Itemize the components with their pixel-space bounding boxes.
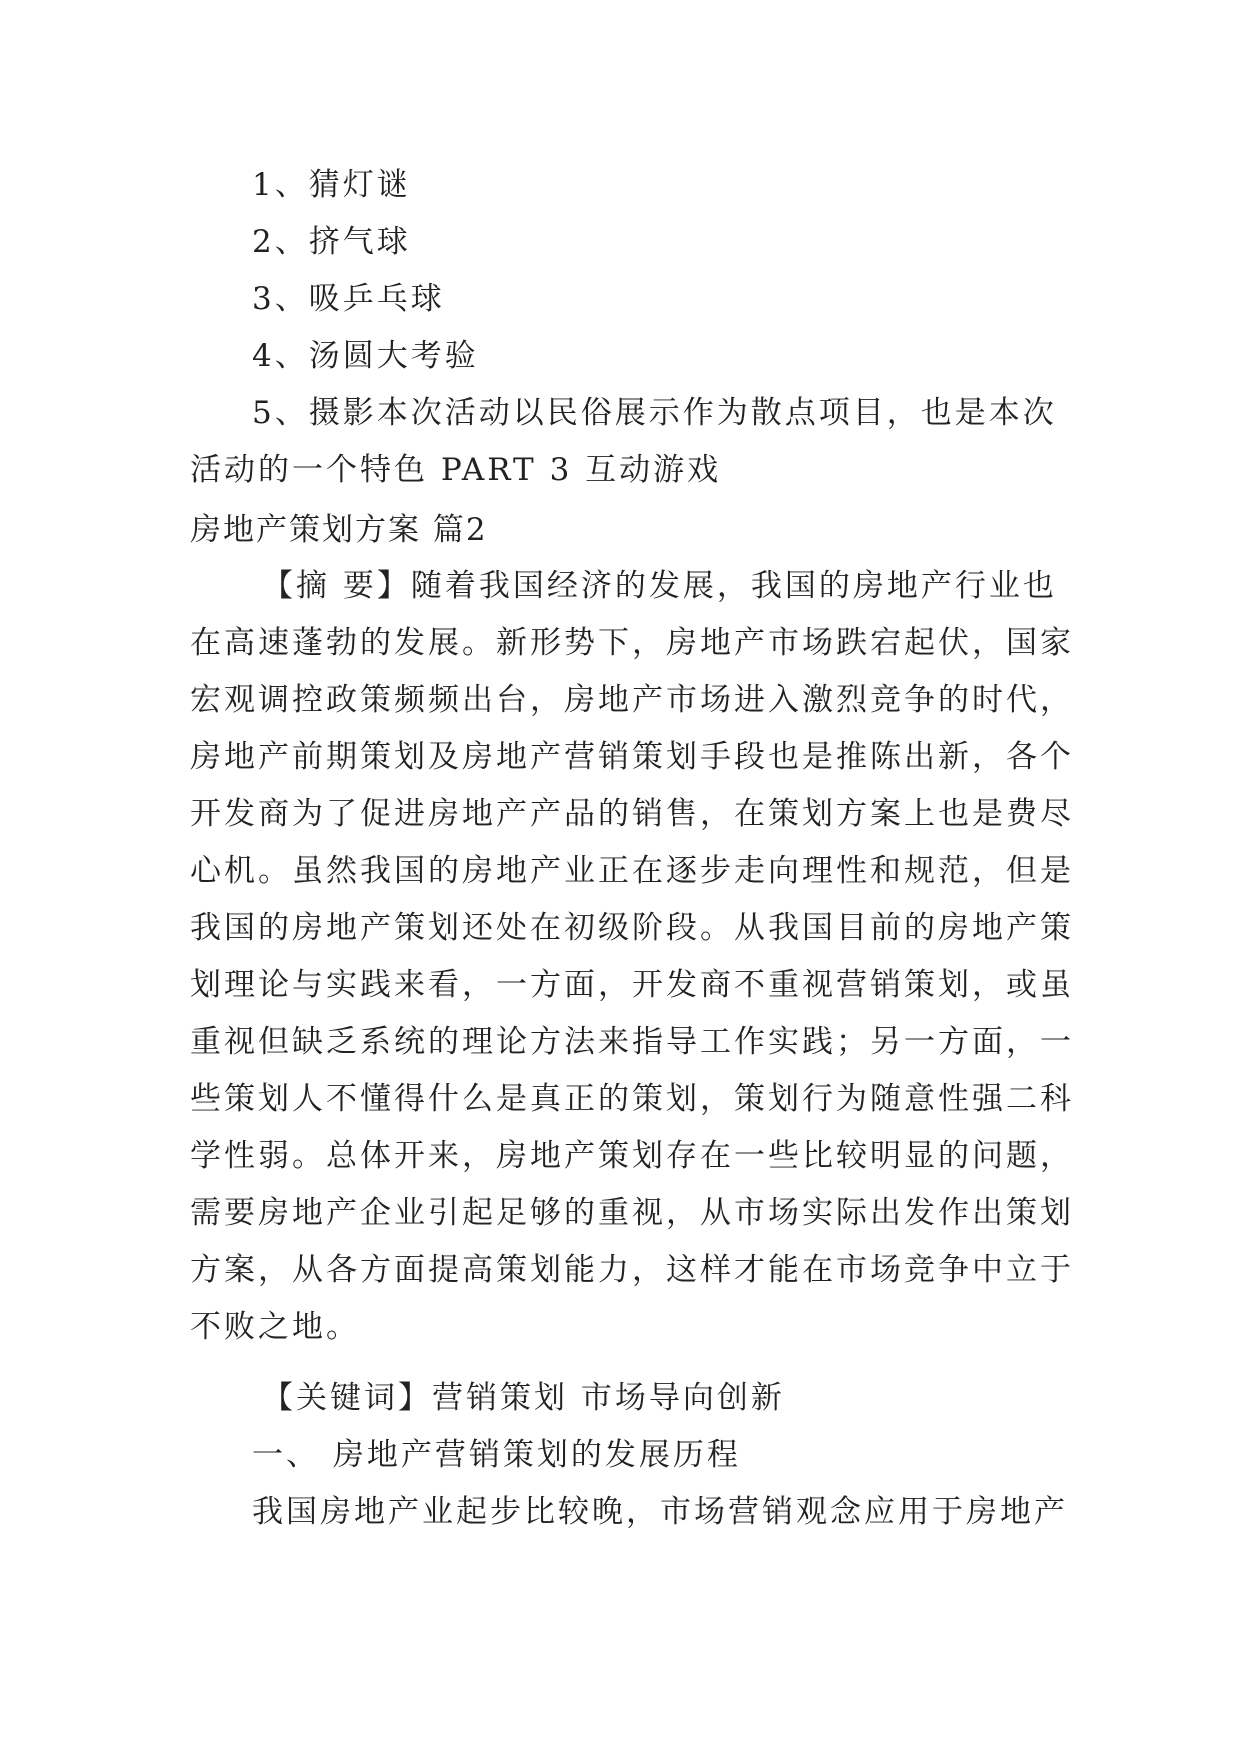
abstract-line: 学性弱。总体开来，房地产策划存在一些比较明显的问题， xyxy=(190,1138,1074,1174)
abstract-line: 不败之地。 xyxy=(190,1309,360,1345)
abstract-line: 【摘 要】随着我国经济的发展，我国的房地产行业也 xyxy=(262,568,1057,604)
abstract-line: 需要房地产企业引起足够的重视，从市场实际出发作出策划 xyxy=(190,1195,1074,1231)
abstract-line: 我国的房地产策划还处在初级阶段。从我国目前的房地产策 xyxy=(190,910,1074,946)
abstract-line: 在高速蓬勃的发展。新形势下，房地产市场跌宕起伏，国家 xyxy=(190,625,1074,661)
list-item: 2、挤气球 xyxy=(252,224,411,260)
section-title: 房地产策划方案 篇2 xyxy=(190,512,488,548)
subheading: 一、 房地产营销策划的发展历程 xyxy=(252,1437,741,1473)
abstract-line: 些策划人不懂得什么是真正的策划，策划行为随意性强二科 xyxy=(190,1081,1074,1117)
list-item: 1、猜灯谜 xyxy=(252,167,411,203)
list-item: 3、吸乒乓球 xyxy=(252,281,445,317)
abstract-line: 方案，从各方面提高策划能力，这样才能在市场竞争中立于 xyxy=(190,1252,1074,1288)
list-item: 5、摄影本次活动以民俗展示作为散点项目，也是本次 xyxy=(252,395,1057,431)
keywords: 【关键词】营销策划 市场导向创新 xyxy=(262,1380,785,1416)
abstract-line: 划理论与实践来看，一方面，开发商不重视营销策划，或虽 xyxy=(190,967,1074,1003)
abstract-line: 房地产前期策划及房地产营销策划手段也是推陈出新，各个 xyxy=(190,739,1074,775)
abstract-line: 心机。虽然我国的房地产业正在逐步走向理性和规范，但是 xyxy=(190,853,1074,889)
abstract-line: 重视但缺乏系统的理论方法来指导工作实践；另一方面，一 xyxy=(190,1024,1074,1060)
abstract-line: 开发商为了促进房地产产品的销售，在策划方案上也是费尽 xyxy=(190,796,1074,832)
abstract-line: 宏观调控政策频频出台，房地产市场进入激烈竞争的时代， xyxy=(190,682,1074,718)
list-item: 4、汤圆大考验 xyxy=(252,338,479,374)
paragraph-line: 我国房地产业起步比较晚，市场营销观念应用于房地产 xyxy=(252,1494,1068,1530)
paragraph-line: 活动的一个特色 PART 3 互动游戏 xyxy=(190,452,722,488)
